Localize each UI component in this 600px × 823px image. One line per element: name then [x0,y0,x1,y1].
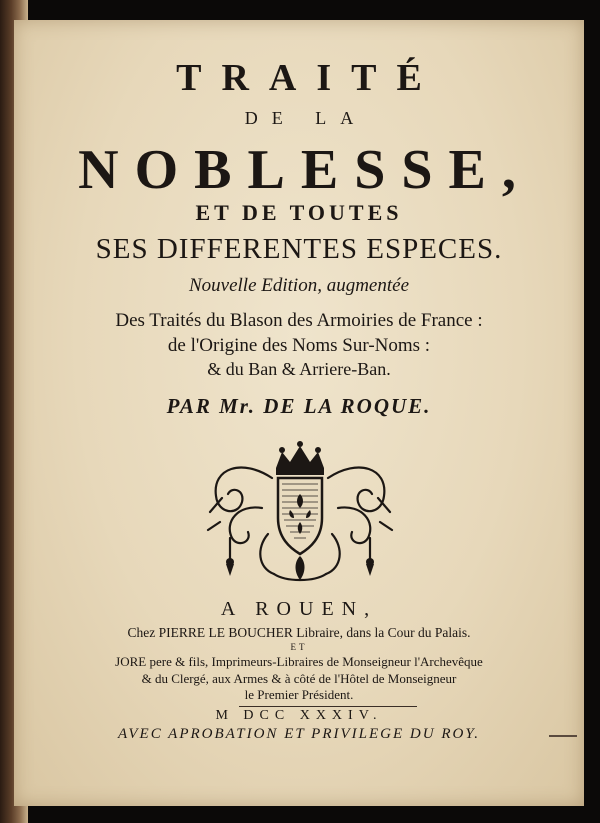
imprint-clerge-line: & du Clergé, aux Armes & à côté de l'Hôtel de Monseigneur [141,671,457,686]
edition-statement: Nouvelle Edition, augmentée [188,275,410,296]
privilege-trailing-dash [549,735,577,737]
title-line-de-la: DE LA [244,108,368,128]
title-page [14,20,584,806]
imprint-printer-boucher: Chez PIERRE LE BOUCHER Libraire, dans la Cour du Palais. [127,625,471,640]
title-line-et-de-toutes: ET DE TOUTES [195,200,403,225]
title-line-especes: SES DIFFERENTES ESPECES. [95,233,503,265]
imprint-divider-rule [239,706,417,707]
royal-privilege-line: AVEC APROBATION ET PRIVILEGE DU ROY. [117,726,481,742]
title-line-noblesse: NOBLESSE, [78,139,532,201]
title-line-traite: TRAITÉ [176,57,442,99]
contents-line-noms: de l'Origine des Noms Sur-Noms : [167,335,431,356]
imprint-city: A ROUEN, [220,598,378,620]
imprint-conjunction: ET [290,642,308,652]
contents-line-ban: & du Ban & Arriere-Ban. [207,359,391,379]
coat-of-arms-ornament-icon [202,438,398,588]
imprint-year: M DCC XXXIV. [215,708,383,723]
contents-line-blason: Des Traités du Blason des Armoiries de France : [115,310,483,331]
imprint-president-line: le Premier Président. [244,687,354,702]
author-line: PAR Mr. DE LA ROQUE. [166,394,432,418]
imprint-printer-jore: JORE pere & fils, Imprimeurs-Libraires de Monseigneur l'Archevêque [115,654,483,669]
